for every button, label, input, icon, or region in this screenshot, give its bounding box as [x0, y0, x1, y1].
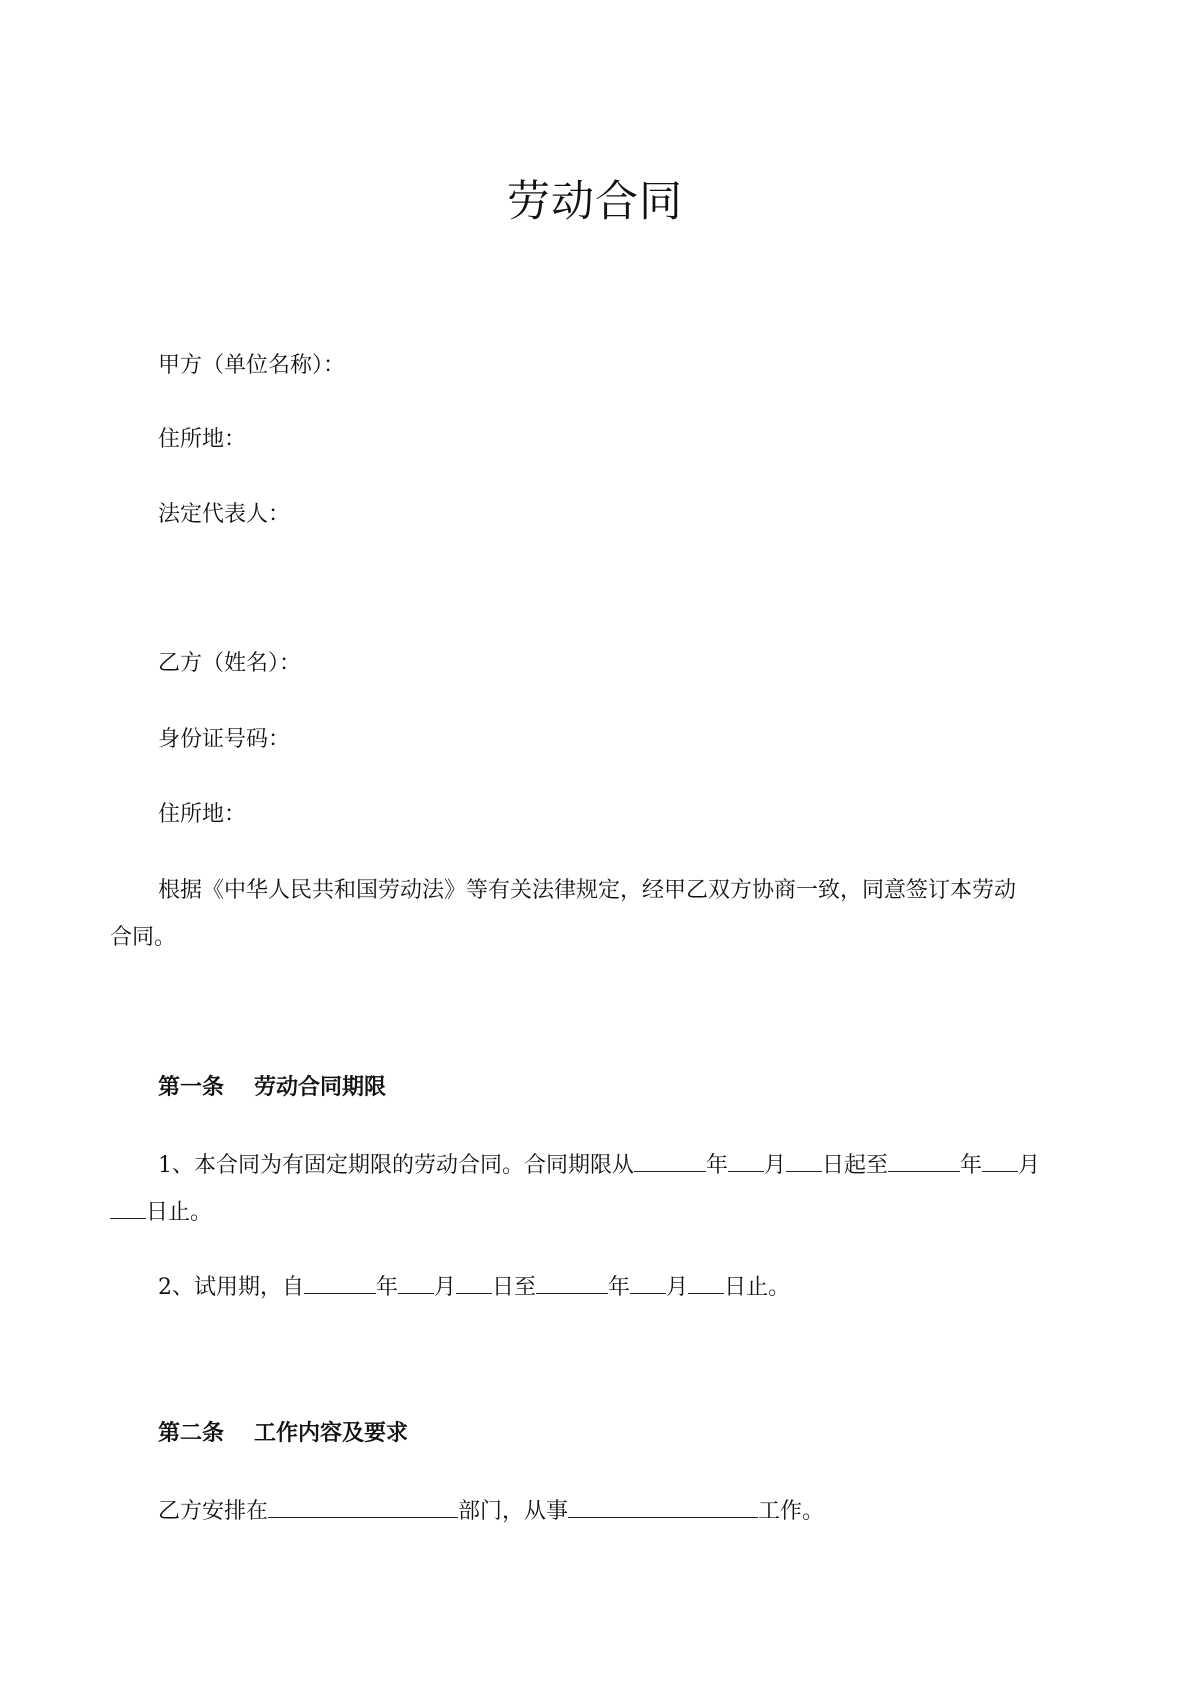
clause-text: 部门，从事 — [458, 1499, 569, 1524]
party-b-name-label: 乙方（姓名）： — [158, 651, 302, 676]
preamble-line-2: 合同。 — [110, 925, 177, 950]
blank-field — [982, 1149, 1018, 1172]
clause-text: 年 — [608, 1275, 631, 1300]
blank-field — [304, 1271, 376, 1294]
clause-text: 年 — [960, 1153, 983, 1178]
blank-field — [536, 1271, 608, 1294]
blank-field — [634, 1149, 706, 1172]
article-1-title: 劳动合同期限 — [254, 1074, 387, 1100]
article-1-number: 第一条 — [158, 1074, 225, 1100]
party-a-address-label: 住所地： — [158, 427, 247, 452]
clause-text: 工作。 — [758, 1499, 825, 1524]
article-1-heading — [158, 1073, 386, 1101]
article-1-clause-1-cont — [110, 1196, 212, 1227]
blank-field — [786, 1149, 822, 1172]
clause-text: 月 — [666, 1275, 689, 1300]
clause-text: 1、本合同为有固定期限的劳动合同。合同期限从 — [158, 1153, 634, 1178]
blank-field — [268, 1495, 458, 1518]
blank-field — [568, 1495, 758, 1518]
clause-text: 日至 — [492, 1275, 537, 1300]
clause-text: 日止。 — [146, 1200, 213, 1225]
clause-text: 月 — [1018, 1153, 1041, 1178]
article-2-number: 第二条 — [158, 1420, 225, 1446]
blank-field — [456, 1271, 492, 1294]
clause-text: 乙方安排在 — [158, 1499, 269, 1524]
article-2-title: 工作内容及要求 — [254, 1420, 409, 1446]
party-a-name-label: 甲方（单位名称）： — [158, 353, 346, 378]
blank-field — [688, 1271, 724, 1294]
clause-text: 月 — [764, 1153, 787, 1178]
party-b-id-label: 身份证号码： — [158, 727, 291, 752]
blank-field — [888, 1149, 960, 1172]
preamble-line-1: 根据《中华人民共和国劳动法》等有关法律规定，经甲乙双方协商一致，同意签订本劳动 — [158, 878, 1017, 903]
party-b-address-label: 住所地： — [158, 802, 247, 827]
blank-field — [398, 1271, 434, 1294]
clause-text: 月 — [434, 1275, 457, 1300]
article-2-heading — [158, 1419, 408, 1447]
article-1-clause-1 — [158, 1149, 1040, 1180]
article-1-clause-2 — [158, 1271, 790, 1302]
clause-text: 日止。 — [724, 1275, 791, 1300]
clause-text: 2、试用期，自 — [158, 1275, 304, 1300]
article-2-clause — [158, 1495, 824, 1526]
document-title: 劳动合同 — [507, 177, 683, 227]
clause-text: 日起至 — [822, 1153, 889, 1178]
party-a-legal-rep-label: 法定代表人： — [158, 502, 291, 527]
blank-field — [728, 1149, 764, 1172]
clause-text: 年 — [706, 1153, 729, 1178]
blank-field — [110, 1196, 146, 1219]
clause-text: 年 — [376, 1275, 399, 1300]
blank-field — [630, 1271, 666, 1294]
